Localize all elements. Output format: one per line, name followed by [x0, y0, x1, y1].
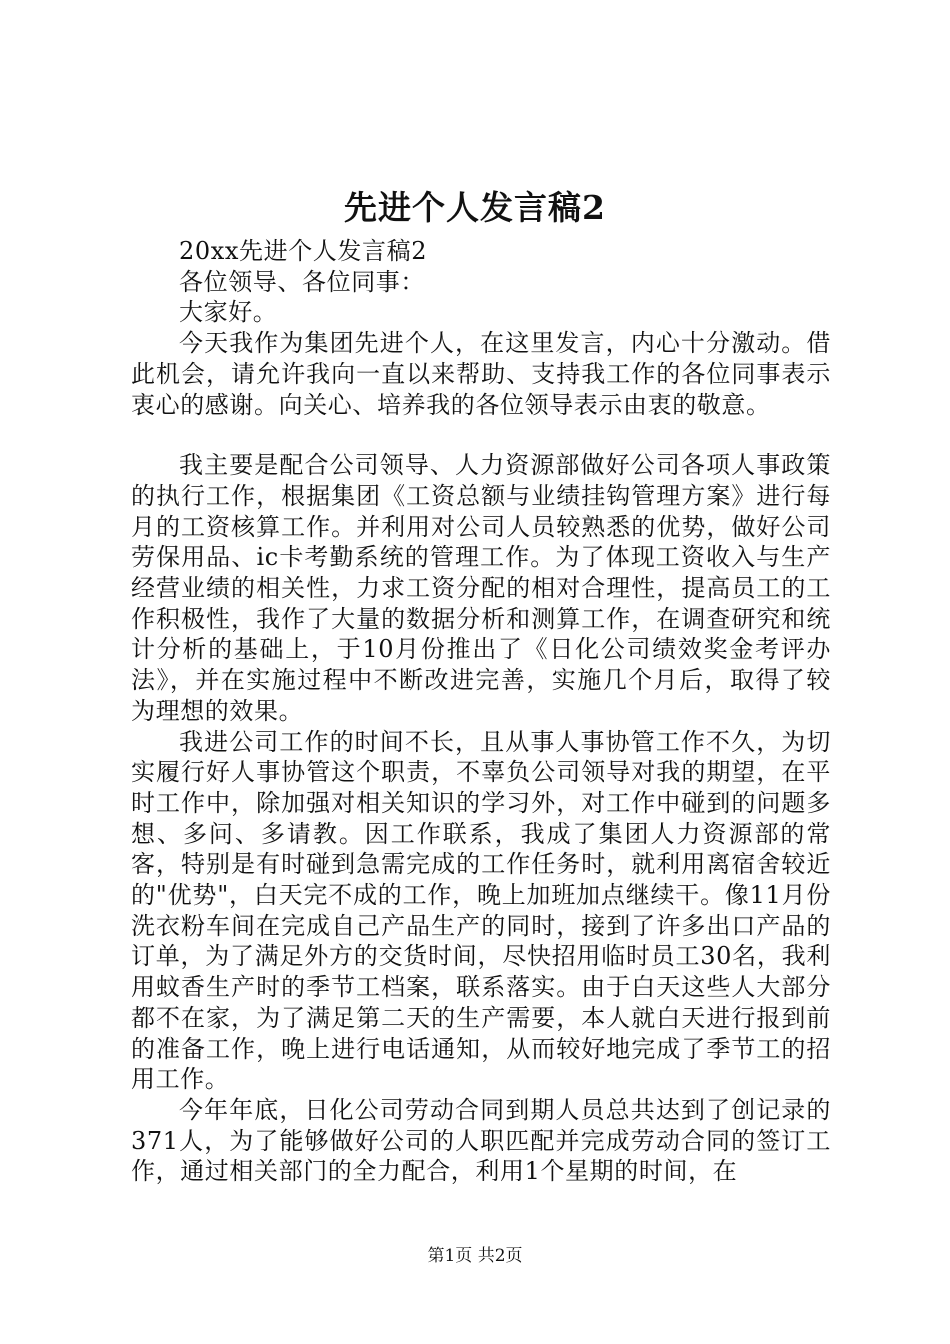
- body-paragraph-greeting: 大家好。: [179, 298, 278, 327]
- body-paragraph-salutation: 各位领导、各位同事：: [179, 267, 425, 296]
- document-body: [131, 236, 831, 1187]
- body-paragraph: 今年年底，日化公司劳动合同到期人员总共达到了创记录的371人，为了能够做好公司的人职匹配并完成劳动合同的签订工作，通过相关部门的全力配合，利用1个星期的时间，在: [131, 1095, 831, 1186]
- body-paragraph: 我主要是配合公司领导、人力资源部做好公司各项人事政策的执行工作，根据集团《工资总额与业绩挂钩管理方案》进行每月的工资核算工作。并利用对公司人员较熟悉的优势，做好公司劳保用品、ic卡考勤系统的管理工作。为了体现工资收入与生产经营业绩的相关性，力求工资分配的相对合理性，提高员工的工作积极性，我作了大量的数据分析和测算工作，在调查研究和统计分析的基础上，于10月份推出了《日化公司绩效奖金考评办法》，并在实施过程中不断改进完善，实施几个月后，取得了较为理想的效果。: [131, 451, 831, 725]
- page-indicator: 第1页 共2页: [427, 1246, 523, 1266]
- body-paragraph: 今天我作为集团先进个人，在这里发言，内心十分激动。借此机会，请允许我向一直以来帮助、支持我工作的各位同事表示衷心的感谢。向关心、培养我的各位领导表示由衷的敬意。: [131, 329, 831, 419]
- document-title: 先进个人发言稿2: [344, 188, 606, 227]
- page-footer: [0, 1244, 950, 1268]
- body-paragraph: 我进公司工作的时间不长，且从事人事协管工作不久，为切实履行好人事协管这个职责，不辜负公司领导对我的期望，在平时工作中，除加强对相关知识的学习外，对工作中碰到的问题多想、多问、多请教。因工作联系，我成了集团人力资源部的常客，特别是有时碰到急需完成的工作任务时，就利用离宿舍较近的"优势"，白天完不成的工作，晚上加班加点继续干。像11月份洗衣粉车间在完成自己产品生产的同时，接到了许多出口产品的订单，为了满足外方的交货时间，尽快招用临时员工30名，我利用蚊香生产时的季节工档案，联系落实。由于白天这些人大部分都不在家，为了满足第二天的生产需要，本人就白天进行报到前的准备工作，晚上进行电话通知，从而较好地完成了季节工的招用工作。: [131, 727, 831, 1094]
- body-paragraph-subtitle: 20xx先进个人发言稿2: [179, 237, 428, 265]
